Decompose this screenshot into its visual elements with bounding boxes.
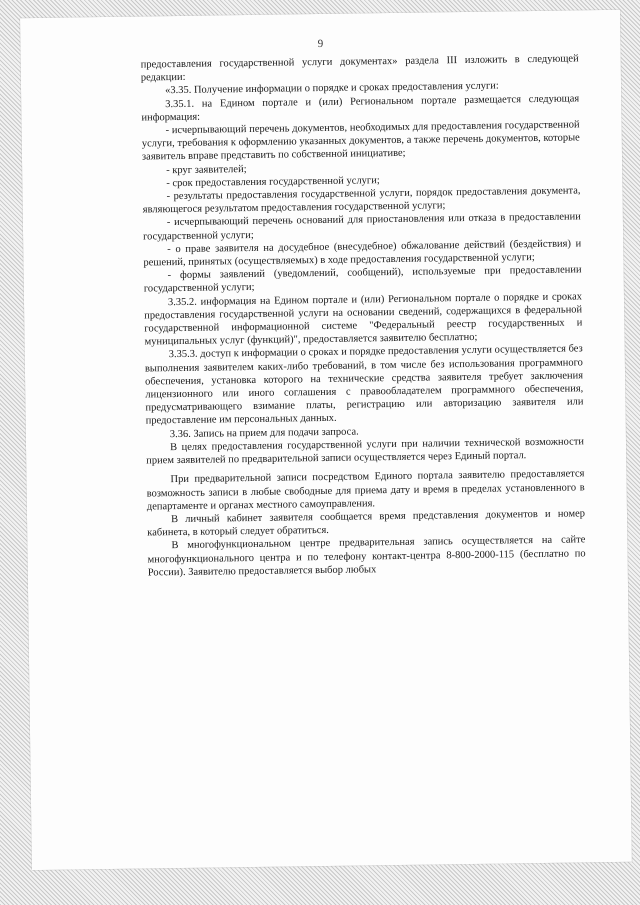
paragraph: В целях предоставления государственной услуги при наличии технической возможности прием заявителей по предварительной записи осуществляется через Единый портал. xyxy=(146,436,585,467)
document-page xyxy=(20,10,632,870)
list-item: - формы заявлений (уведомлений, сообщений), используемые при предоставлении государственной услуги; xyxy=(143,264,582,295)
paragraph: 3.35.3. доступ к информации о сроках и порядке предоставления услуги осуществляется без выполнения заявителем каких-либо требований, в том числе без использования программного обеспечения, установка которого на технические средства заявителя требует заключения лицензионного или иного соглашения с правообладателем программного обеспечения, предусматривающего взимание платы, регистрацию или авторизацию заявителя или предоставление им персональных данных. xyxy=(144,343,584,427)
paragraph: В личный кабинет заявителя сообщается время представления документов и номер кабинета, в который следует обратиться. xyxy=(147,508,586,539)
paragraph: 3.35.2. информация на Едином портале и (или) Региональном портале о порядке и сроках предоставления государственной услуги на основании сведений, содержащихся в федеральной государственной информационной системе "Федеральный реестр государственных и муниципальных услуг (функций)", предоставляется заявителю бесплатно; xyxy=(144,291,583,348)
list-item: - круг заявителей; xyxy=(166,163,247,176)
list-item: - результаты предоставления государственной услуги, порядок предоставления документа, являющегося результатом предоставления государственной услуги; xyxy=(142,185,581,216)
document-body xyxy=(141,52,586,579)
paragraph: 3.35.1. на Едином портале и (или) Региональном портале размещается следующая информация: xyxy=(141,92,580,124)
page-number: 9 xyxy=(317,37,324,51)
section-heading: 3.36. Запись на прием для подачи запроса. xyxy=(169,426,359,440)
list-item: - исчерпывающий перечень документов, необходимых для предоставления государственной услуги, требования к оформлению указанных документов, а также перечень документов, которые заявитель вправе представить по собственной инициативе; xyxy=(141,119,580,163)
paragraph: «3.35. Получение информации о порядке и сроках предоставления услуги: xyxy=(164,80,499,97)
list-item: - срок предоставления государственной услуги; xyxy=(166,175,380,189)
paragraph: предоставления государственной услуги документах» раздела III изложить в следующей редакции: xyxy=(140,53,579,84)
paragraph: При предварительной записи посредством Единого портала заявителю предоставляется возможность записи в любые свободные для приема дату и время в пределах установленного в департаменте и органах местного самоуправления. xyxy=(146,468,585,513)
paragraph: В многофункциональном центре предварительная запись осуществляется на сайте многофункционального центра и по телефону контакт-центра 8-800-2000-115 (бесплатно по России). Заявителю предоставляется выбор любых xyxy=(147,534,586,579)
list-item: - о праве заявителя на досудебное (внесудебное) обжалование действий (бездействия) и решений, принятых (осуществляемых) в ходе предоставления государственной услуги; xyxy=(143,238,582,269)
list-item: - исчерпывающий перечень оснований для приостановления или отказа в предоставлении государственной услуги; xyxy=(143,211,581,243)
